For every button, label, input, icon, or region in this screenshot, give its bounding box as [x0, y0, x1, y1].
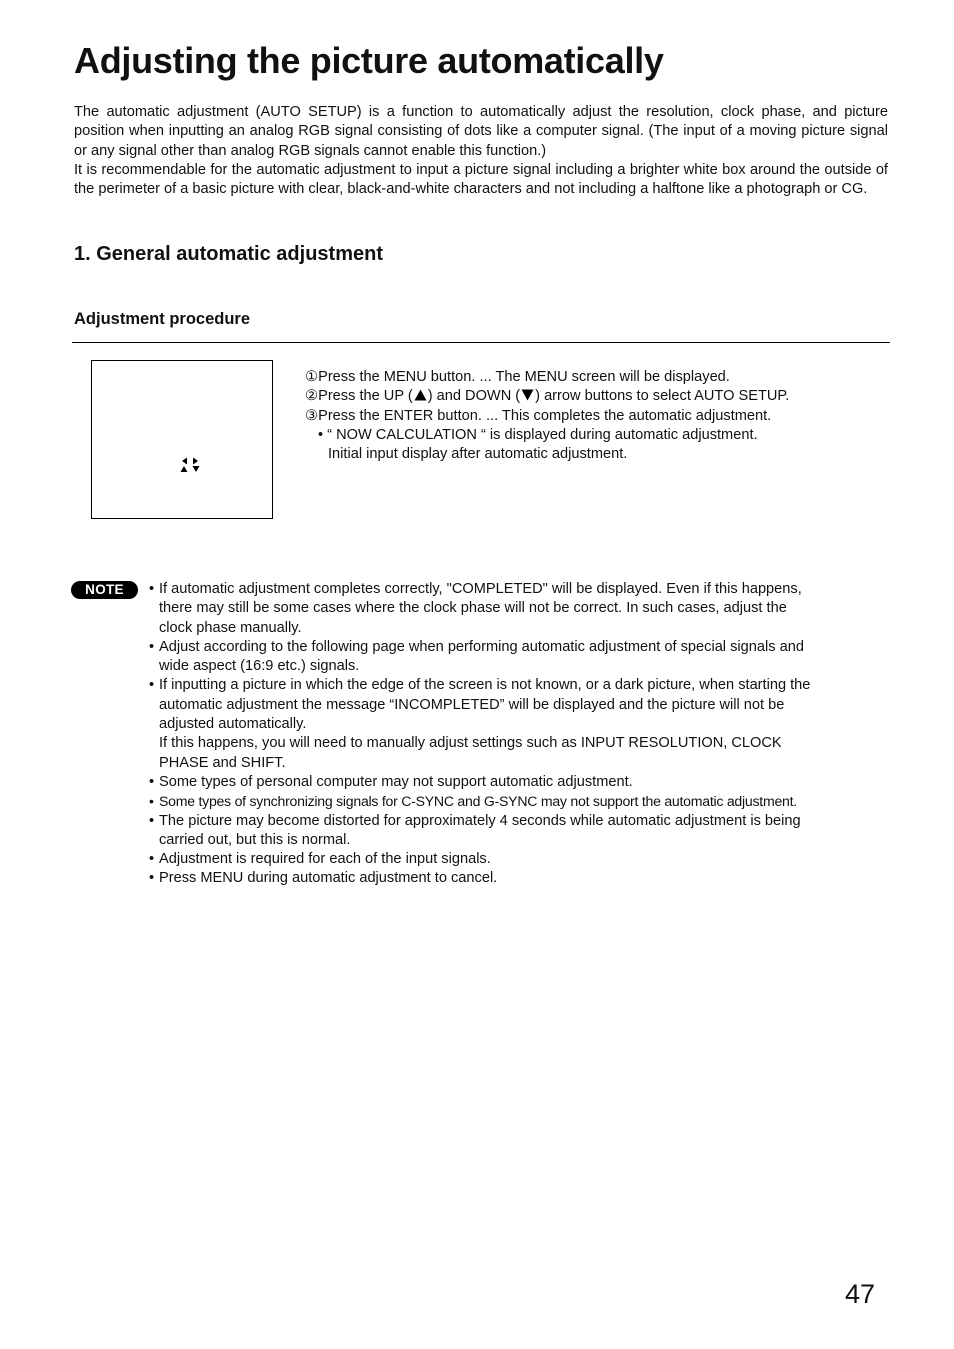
intro-paragraph-2: It is recommendable for the automatic adjustment to input a picture signal including a brighter white box around the outside of the perimeter of a basic picture with clear, black-and-white characters and not including a halftone like a photograph or CG. [74, 162, 888, 198]
up-arrow-icon [414, 389, 427, 401]
note-item-line: • If automatic adjustment completes correctly, "COMPLETED" will be displayed. Even if this happens, [159, 581, 802, 597]
step-3: ③Press the ENTER button. ... This completes the automatic adjustment. [305, 408, 772, 424]
note-item [148, 773, 893, 792]
step-note-bullet: • “ NOW CALCULATION “ is displayed during automatic adjustment. [318, 427, 758, 443]
section-heading: 1. General automatic adjustment [74, 243, 383, 265]
note-item [148, 850, 893, 869]
screen-illustration [91, 360, 273, 519]
note-item-line: • Adjust according to the following page when performing automatic adjustment of special signals and [159, 638, 804, 655]
note-list [148, 580, 893, 889]
note-item-line: • The picture may become distorted for approximately 4 seconds while automatic adjustment is being [159, 812, 801, 829]
note-item-line: clock phase manually. [159, 619, 302, 636]
note-item-line: • Adjustment is required for each of the input signals. [159, 851, 491, 868]
note-item-line: there may still be some cases where the clock phase will not be correct. In such cases, adjust the [159, 600, 787, 617]
step-2 [305, 387, 789, 406]
note-item [148, 638, 893, 677]
step-2-text-b: ) and DOWN ( [427, 388, 521, 404]
step-1: ①Press the MENU button. ... The MENU screen will be displayed. [305, 369, 730, 385]
note-item [148, 869, 893, 888]
arrows-icon [180, 457, 200, 473]
note-item [148, 792, 893, 811]
subheading: Adjustment procedure [74, 310, 251, 328]
step-2-text-c: ) arrow buttons to select AUTO SETUP. [535, 388, 790, 404]
divider [72, 342, 890, 343]
note-item-line: wide aspect (16:9 etc.) signals. [159, 658, 360, 675]
note-item-line: • Some types of synchronizing signals for C-SYNC and G-SYNC may not support the automatic adjustment. [159, 793, 797, 810]
note-item-line: • Some types of personal computer may not support automatic adjustment. [159, 773, 633, 790]
down-arrow-icon [521, 389, 534, 401]
page-number: 47 [845, 1279, 876, 1309]
note-item-line: • Press MENU during automatic adjustment to cancel. [159, 870, 498, 887]
note-item-line: carried out, but this is normal. [159, 831, 351, 848]
page-title: Adjusting the picture automatically [74, 40, 664, 81]
note-item [148, 580, 893, 638]
note-badge: NOTE [71, 581, 138, 599]
note-item-line: automatic adjustment the message “INCOMPLETED” will be displayed and the picture will not be [159, 696, 785, 713]
note-item [148, 812, 893, 851]
step-2-text-a: ②Press the UP ( [305, 388, 413, 404]
step-note-bullet-cont: Initial input display after automatic adjustment. [328, 446, 628, 462]
note-item-line: If this happens, you will need to manually adjust settings such as INPUT RESOLUTION, CLOCK [159, 735, 782, 752]
note-item-line: adjusted automatically. [159, 716, 307, 733]
intro-paragraph-1: The automatic adjustment (AUTO SETUP) is a function to automatically adjust the resolution, clock phase, and picture position when inputting an analog RGB signal consisting of dots like a computer signal. (The input of a moving picture signal or any signal other than analog RGB signals cannot enable this function.) [74, 104, 888, 159]
note-item [148, 676, 893, 772]
note-item-line: PHASE and SHIFT. [159, 754, 286, 771]
note-item-line: • If inputting a picture in which the edge of the screen is not known, or a dark picture, when starting the [159, 677, 811, 694]
